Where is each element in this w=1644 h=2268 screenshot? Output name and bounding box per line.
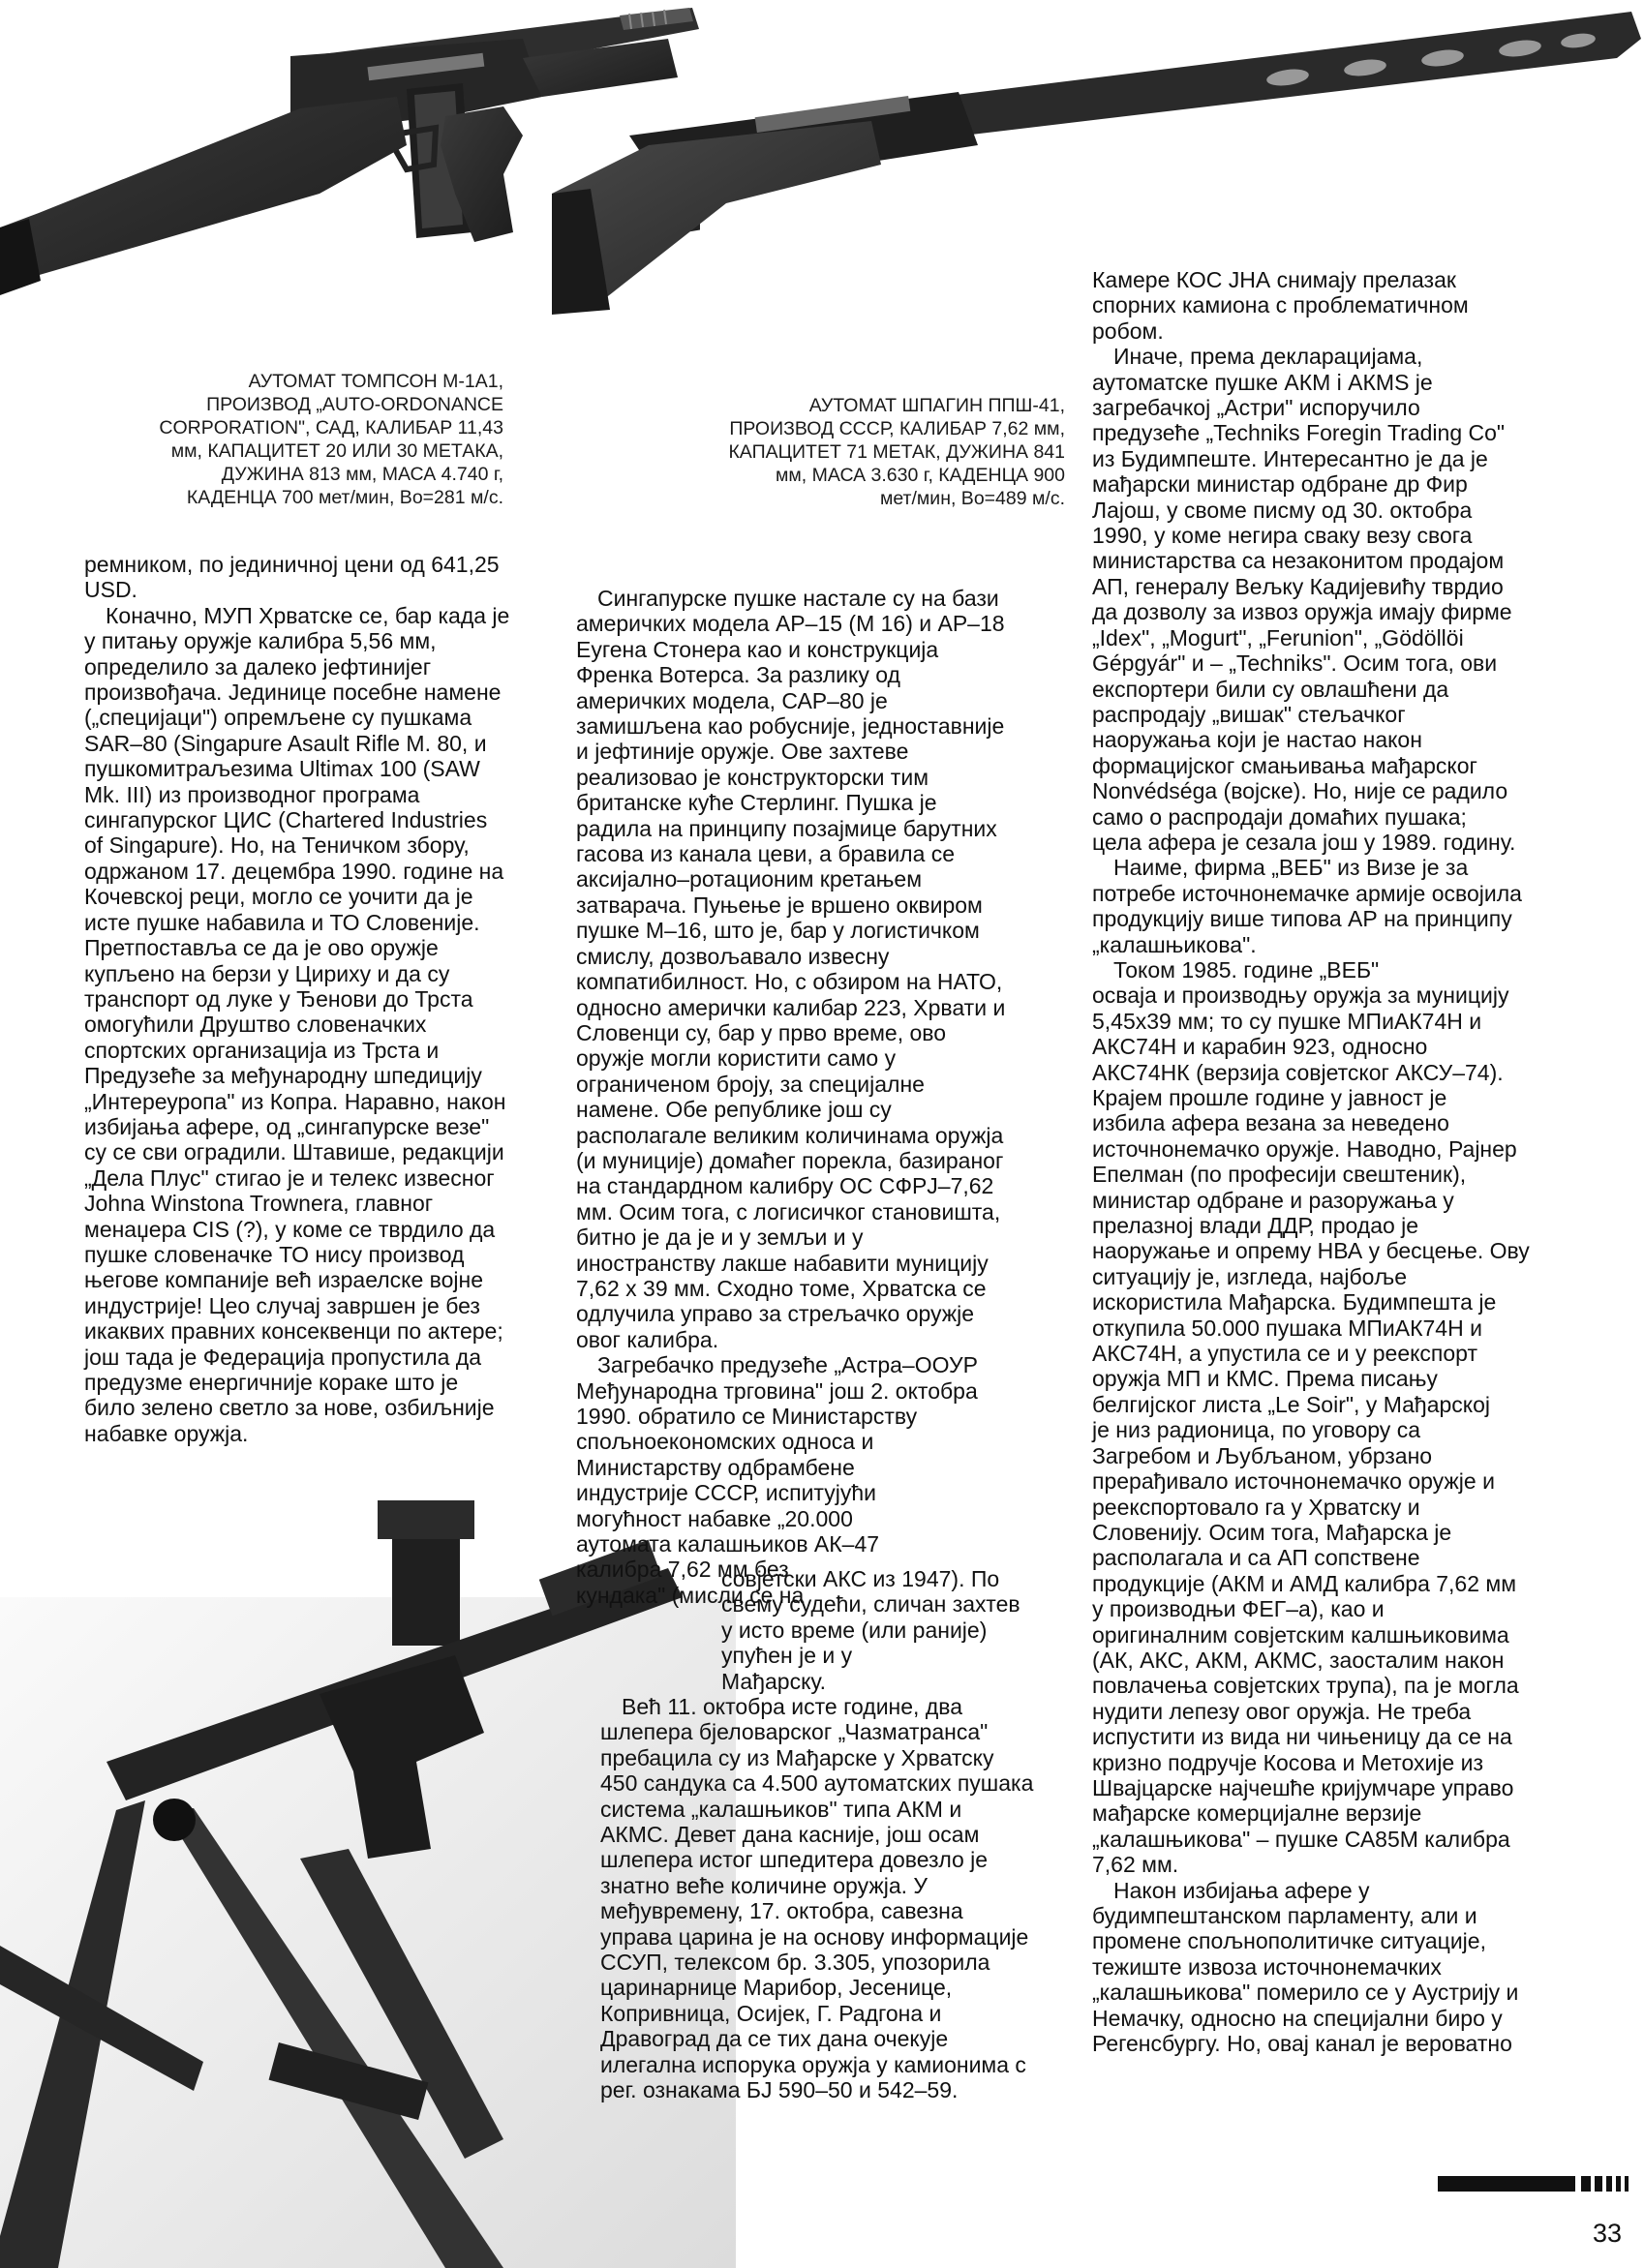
caption-line: АУТОМАТ ШПАГИН ППШ-41, [808,395,1065,416]
caption-line: АУТОМАТ ТОМПСОН М-1А1, [248,371,503,392]
bar-dash [1595,2176,1602,2192]
paragraph: Након избијања афере у будимпештанском парламенту, али и промене спољнополитичке ситуације, тежиште извоза источнонемачких „калашњикова" померило се у Аустрију и Немачку, односно на специјални биро у Регенсбургу. Но, овај канал је вероватно [1092,1877,1519,2057]
article-column-right [1092,267,1615,2056]
paragraph: Током 1985. године „ВЕБ" осваја и производњу оружја за муницију 5,45х39 мм; то су пушке МПиАК74Н и АКС74Н и карабин 923, односно АКС74НК (верзија совјетског АКСУ–74). Крајем прошле године у јавност је избила афера везана за неведено источнонемачко оружје. Наводно, Рајнер Епелман (по професији свештеник), министар одбране и разоружања у прелазној влади ДДР, продао је наоружање и опрему НВА у бесцење. Ову ситуацију је, изгледа, најбоље искористила Мађарска. Будимпешта је откупила 50.000 пушака МПиАК74Н и АКС74Н, а упустила се и у реекспорт оружја МП и КМС. Према писању белгијског листа „Le Soir", у Мађарској је низ радионица, по уговору са Загребом и Љубљаном, убрзано прерађивало источнонемачко оружје и реекспортовало га у Хрватску и Словенију. Осим тога, Мађарска је располагала и са АП сопствене продукције (АКМ и АМД калибра 7,62 мм у производњи ФЕГ–а), као и оригиналним совјетским калшњиковима (АК, АКС, АКМ, АКМС, заосталим након повлачења совјетских трупа), па је могла нудити лепезу овог оружја. Не треба испустити из вида ни чињеницу да се на кризно подручје Косова и Метохије из Швајцарске најчешће кријумчаре управо мађарске комерцијалне верзије „калашњикова" – пушке СА85М калибра 7,62 мм. [1092,956,1530,1878]
article-column-left [84,552,568,1446]
paragraph: Сингапурске пушке настале су на бази америчких модела АР–15 (М 16) и АР–18 Еугена Стонера као и конструкција Френка Вотерса. За разлику од америчких модела, САР–80 је замишљена као робусније, једноставније и јефтиније оружје. Ове захтеве реализовао је конструкторски тим британске куће Стерлинг. Пушка је радила на принципу позајмице барутних гасова из канала цеви, а бравила се аксијално–ротационим кретањем затварача. Пуњење је вршено оквиром пушке М–16, што је, бар у логистичком смислу, дозвољавало извесну компатибилност. Но, с обзиром на НАТО, односно амерички калибар 223, Хрвати и Словенци су, бар у прво време, ово оружје могли користити само у ограниченом броју, за специјалне намене. Обе републике још су располагале великим количинама оружја (и муниције) домаћег порекла, базираног на стандардном калибру ОС СФРЈ–7,62 мм. Осим тога, с логисичког становишта, битно је да је и у земљи и у иностранству лакше набавити муницију 7,62 х 39 мм. Сходно томе, Хрватска се одлучила управо за стрељачко оружје овог калибра. [576,586,1006,1352]
caption-line: КАДЕНЦА 700 мет/мин, Во=281 м/с. [186,487,503,508]
bar-dash [1606,2176,1612,2192]
bar-dash [1616,2176,1621,2192]
paragraph: ремником, по јединичној цени од 641,25 USD. [84,552,500,603]
ppsh-caption [581,394,1065,510]
article-column-middle-continued [721,1566,1070,1694]
paragraph: Наиме, фирма „ВЕБ" из Визе је за потребе источнонемачке армије освојила продукцију више типова АР на принципу „калашњикова". [1092,855,1522,957]
paragraph: Већ 11. октобра исте године, два шлепера бјеловарског „Чазматранса" пребацила су из Мађарске у Хрватску 450 сандука са 4.500 аутоматских пушака система „калашњиков" типа АКМ и АКМС. Девет дана касније, још осам шлепера истог шпедитера довезло је знатно веће количине оружја. У међувремену, 17. октобра, савезна управа царина је на основу информације ССУП, телексом бр. 3.305, упозорила царинарнице Марибор, Јесенице, Копривница, Осијек, Г. Радгона и Дравоград да се тих дана очекује илегална испорука оружја у камионима с рег. ознакама БЈ 590–50 и 542–59. [600,1694,1034,2103]
bar-dash [1625,2176,1629,2192]
caption-line: мм, МАСА 3.630 г, КАДЕНЦА 900 [775,465,1065,486]
paragraph: совјетски АКС из 1947). По свему судећи, сличан захтев у исто време (или раније) упућен је и у Мађарску. [721,1566,1020,1694]
caption-line: КАПАЦИТЕТ 71 МЕТАК, ДУЖИНА 841 [728,441,1065,463]
caption-line: мет/мин, Во=489 м/с. [879,488,1065,509]
paragraph: Иначе, према декларацијама, аутоматске пушке АКМ і АКMS је загребачкој „Астри" испоручило предузеће „Techniks Foregin Trading Co" из Будимпеште. Интересантно је да је мађарски министар одбране др Фир Лајош, у своме писму од 30. октобра 1990, у коме негира сваку везу свога министарства са незаконитом продајом АП, генералу Вељку Кадијевићу тврдио да дозволу за извоз оружја имају фирме „Idex", „Mogurt", „Ferunion", „Gödöllöi Gépgyár" и – „Techniks". Осим тога, ови експортери били су овлашћени да распродају „вишак" стељачког наоружања који је настао након формацијског смањивања мађарског Nonvédséga (војске). Но, није се радило само о распродаји домаћих пушака; цела афера је сезала још у 1989. годину. [1092,344,1516,855]
page-number-wrap [1510,2219,1622,2253]
caption-line: ПРОИЗВОД СССР, КАЛИБАР 7,62 мм, [729,418,1065,439]
article-column-middle-lower [600,1694,1084,2103]
caption-line: мм, КАПАЦИТЕТ 20 ИЛИ 30 МЕТАКА, [170,440,503,462]
caption-line: ДУЖИНА 813 мм, МАСА 4.740 г, [221,464,503,485]
paragraph: Загребачко предузеће „Астра–ООУР Међународна трговина" још 2. октобра 1990. обратило се Министарству спољноекономских односа и Министарству одбрамбене индустрије СССР, испитујући могућност набавке „20.000 аутомата калашњиков АК–47 калибра 7,62 мм без кундака" (мисли се на [576,1352,978,1608]
bar-dash [1581,2176,1591,2192]
caption-line: CORPORATION", САД, КАЛИБАР 11,43 [159,417,503,438]
thompson-caption [19,370,503,509]
article-column-middle [576,586,1080,1608]
paragraph: Коначно, МУП Хрватске се, бар када је у питању оружје калибра 5,56 мм, определило за далеко јефтинијег произвођача. Јединице посебне намене („специјаци") опремљене су пушкама SAR–80 (Singapure Asault Rifle M. 80, и пушкомитраљезима Ultimax 100 (SAW Mk. III) из производног програма сингапурског ЦИС (Chartered Industries of Singapure). Но, на Теничком збору, одржаном 17. децембра 1990. године на Кочевској реци, могло се уочити да је исте пушке набавила и ТО Словеније. Претпоставља се да је ово оружје купљено на берзи у Цириху и да су транспорт од луке у Ђенови до Трста омогућили Друштво словеначких спортских организација из Трста и Предузеће за међународну шпедицију „Интереуропа" из Копра. Наравно, након избијања афере, од „сингапурске везе" су се сви оградили. Штавише, редакцији „Дела Плус" стигао је и телекс извесног Johna Winstona Trownera, главног менаџера CIS (?), у коме се тврдило да пушке словеначке ТО нису производ његове компаније већ израелске војне индустрије! Цео случај завршен је без икаквих правних консеквенци по актере; још тада је Федерација пропустила да предузме енергичније кораке што је било зелено светло за нове, озбиљније набавке оружја. [84,602,510,1446]
page-end-bar [1438,2176,1631,2192]
bar-solid [1438,2176,1575,2192]
caption-line: ПРОИЗВОД „AUTO-ORDONANCE [206,394,503,415]
page-number: 33 [1592,2219,1622,2248]
paragraph: Камере КОС ЈНА снимају прелазак спорних камиона с проблематичном робом. [1092,267,1469,344]
